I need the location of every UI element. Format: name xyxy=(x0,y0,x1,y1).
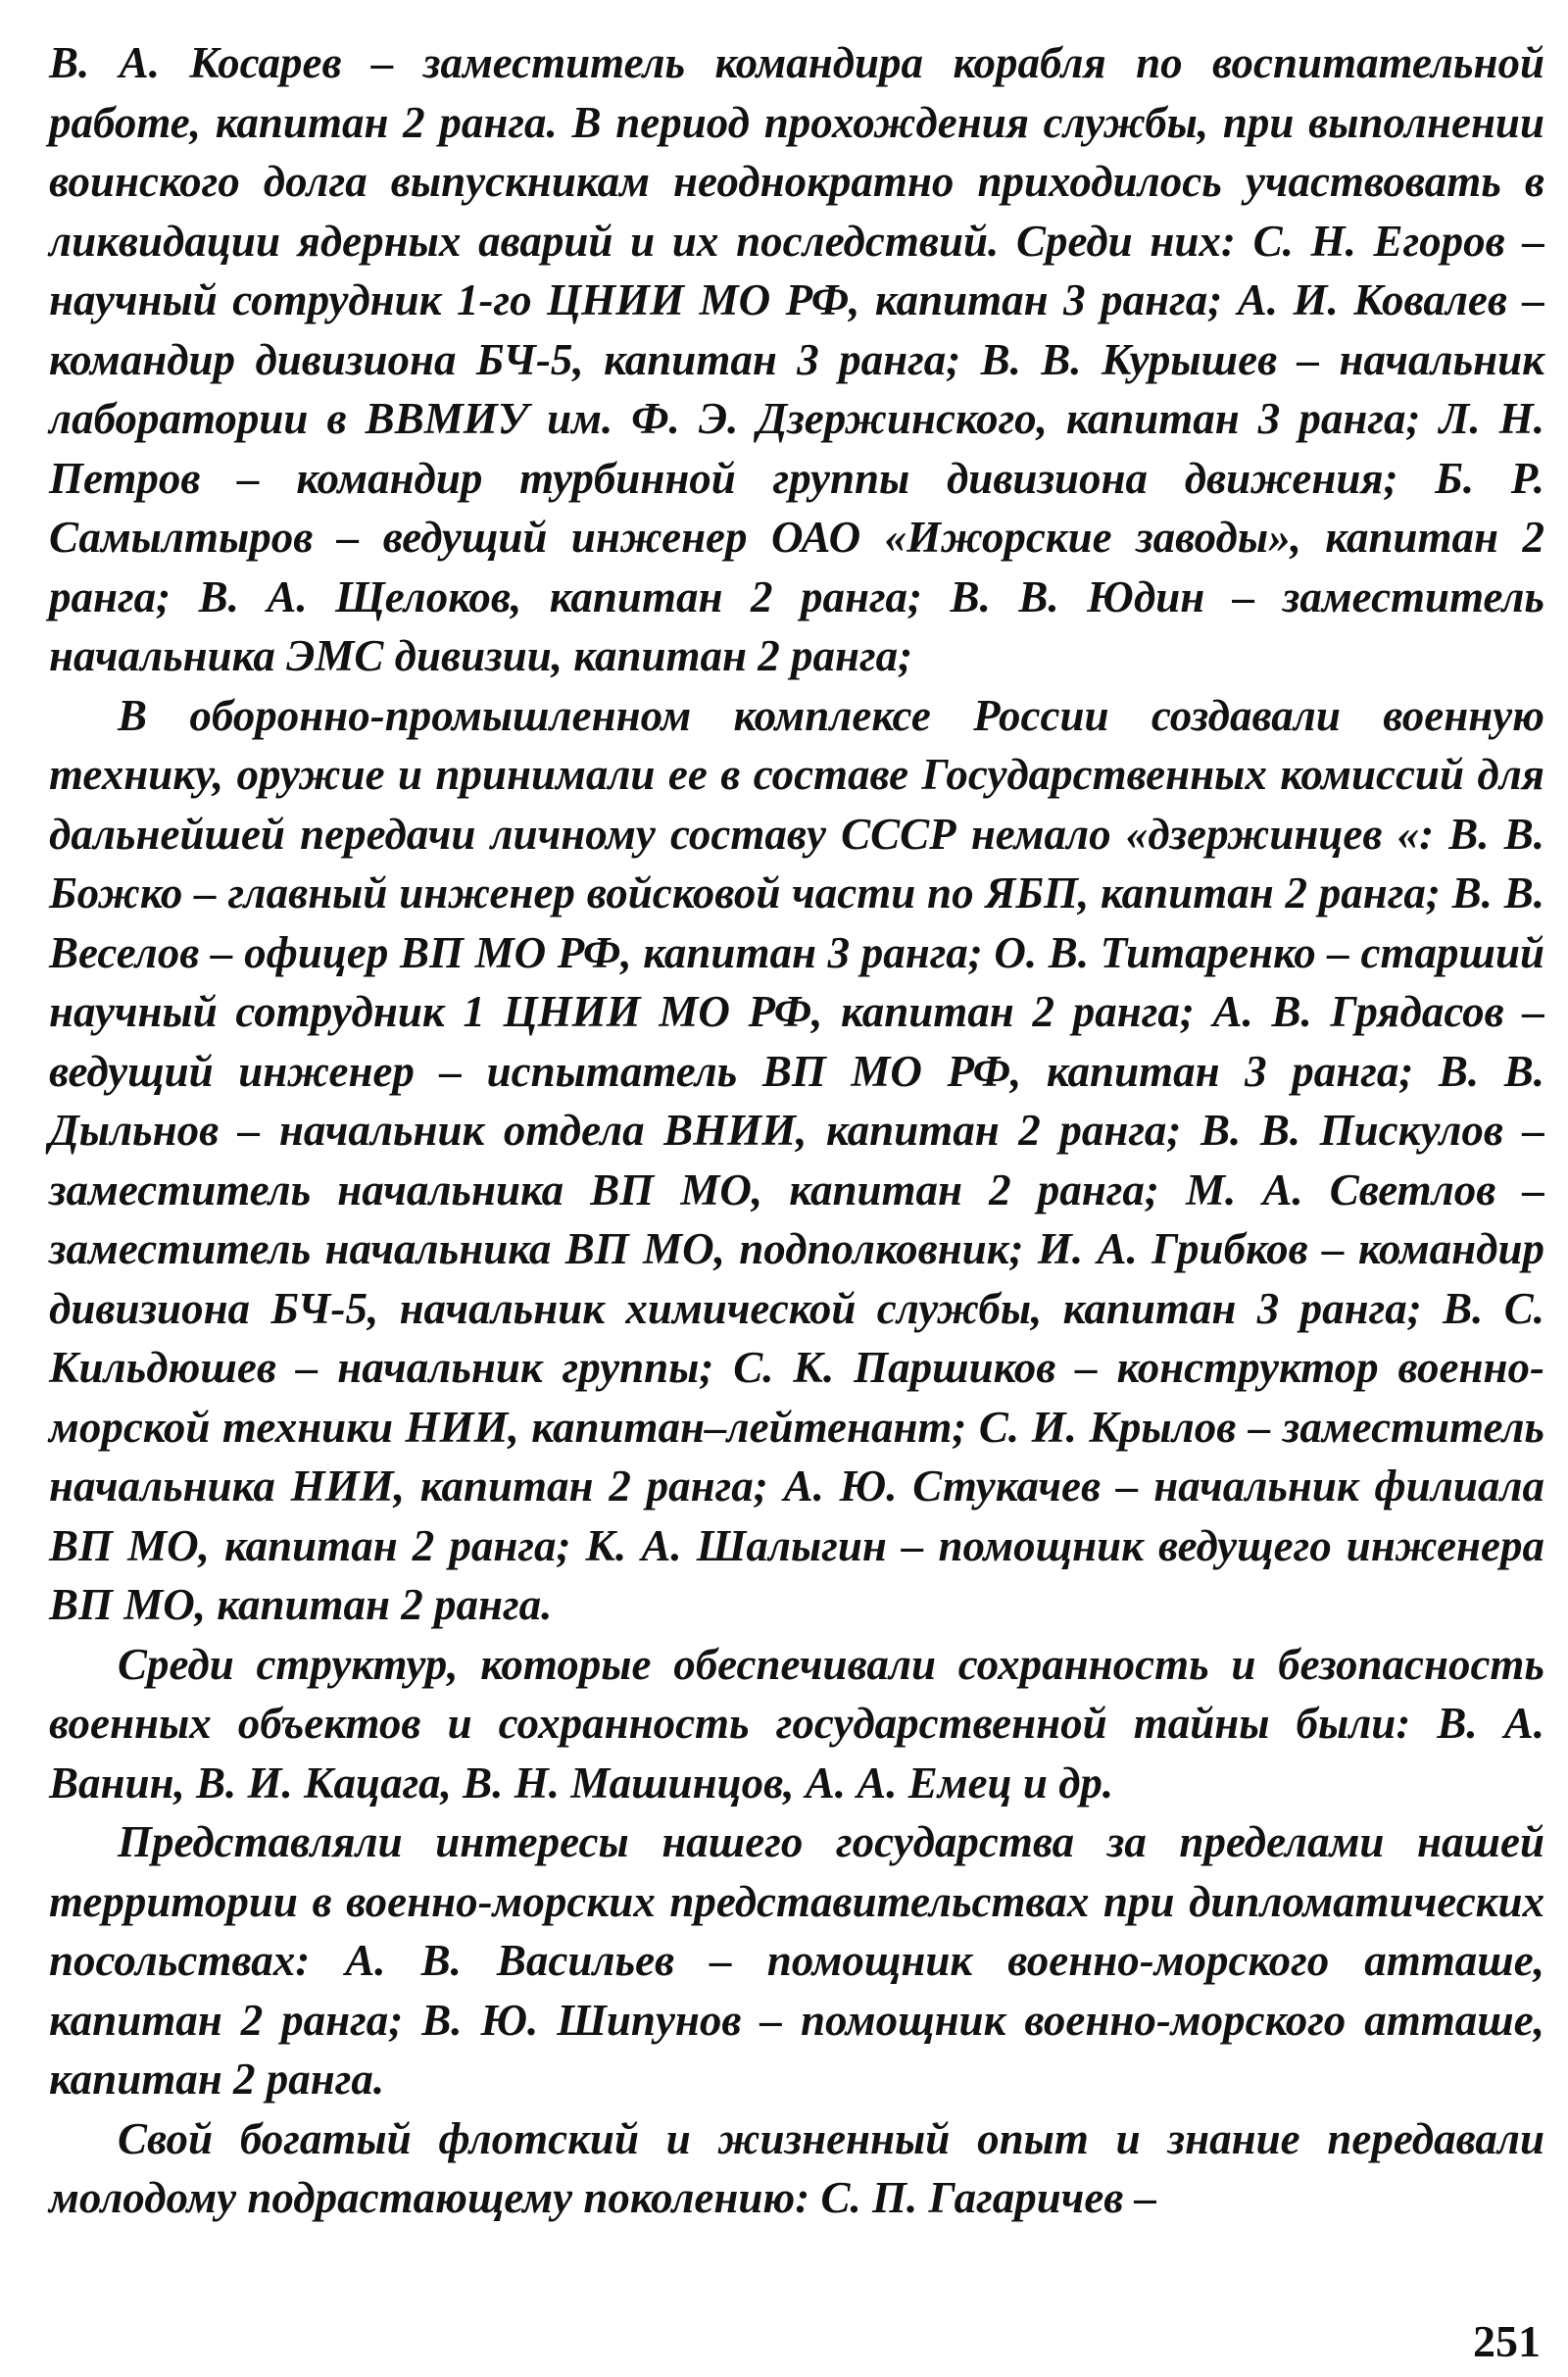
book-page xyxy=(49,33,1544,2228)
paragraph-2: В оборонно-промышленном комплексе России создавали военную технику, оружие и принимали ее в составе Государственных комиссий для дальнейшей передачи личному составу СССР немало «дзержинцев «: В. В. Божко – главный инженер войсковой части по ЯБП, капитан 2 ранга; В. В. Веселов – офицер ВП МО РФ, капитан 3 ранга; О. В. Титаренко – старший научный сотрудник 1 ЦНИИ МО РФ, капитан 2 ранга; А. В. Грядасов – ведущий инженер – испытатель ВП МО РФ, капитан 3 ранга; В. В. Дыльнов – начальник отдела ВНИИ, капитан 2 ранга; В. В. Пискулов – заместитель начальника ВП МО, капитан 2 ранга; М. А. Светлов –заместитель начальника ВП МО, подполковник; И. А. Грибков – командир дивизиона БЧ-5, начальник химической службы, капитан 3 ранга; В. С. Кильдюшев – начальник группы; С. К. Паршиков – конструктор военно-морской техники НИИ, капитан–лейтенант; С. И. Крылов – заместитель начальника НИИ, капитан 2 ранга; А. Ю. Стукачев – начальник филиала ВП МО, капитан 2 ранга; К. А. Шалыгин – помощник ведущего инженера ВП МО, капитан 2 ранга. xyxy=(49,690,1544,1629)
paragraph-5: Свой богатый флотский и жизненный опыт и знание передавали молодому подрастающему поколению: С. П. Гагаричев – xyxy=(49,2113,1544,2222)
paragraph-1: В. А. Косарев – заместитель командира корабля по воспитательной работе, капитан 2 ранга. В период прохождения службы, при выполнении воинского долга выпускникам неоднократно приходилось участвовать в ликвидации ядерных аварий и их последствий. Среди них: С. Н. Егоров – научный сотрудник 1-го ЦНИИ МО РФ, капитан 3 ранга; А. И. Ковалев – командир дивизиона БЧ-5, капитан 3 ранга; В. В. Курышев – начальник лаборатории в ВВМИУ им. Ф. Э. Дзержинского, капитан 3 ранга; Л. Н. Петров – командир турбинной группы дивизиона движения; Б. Р. Самылтыров – ведущий инженер ОАО «Ижорские заводы», капитан 2 ранга; В. А. Щелоков, капитан 2 ранга; В. В. Юдин – заместитель начальника ЭМС дивизии, капитан 2 ранга; xyxy=(49,38,1544,680)
paragraph-3: Среди структур, которые обеспечивали сохранность и безопасность военных объектов и сохранность государственной тайны были: В. А. Ванин, В. И. Кацага, В. Н. Машинцов, А. А. Емец и др. xyxy=(49,1639,1544,1808)
page-number: 251 xyxy=(1473,2316,1541,2366)
paragraph-4: Представляли интересы нашего государства за пределами нашей территории в военно-морских представительствах при дипломатических посольствах: А. В. Васильев – помощник военно-морского атташе, капитан 2 ранга; В. Ю. Шипунов – помощник военно-морского атташе, капитан 2 ранга. xyxy=(49,1817,1544,2104)
